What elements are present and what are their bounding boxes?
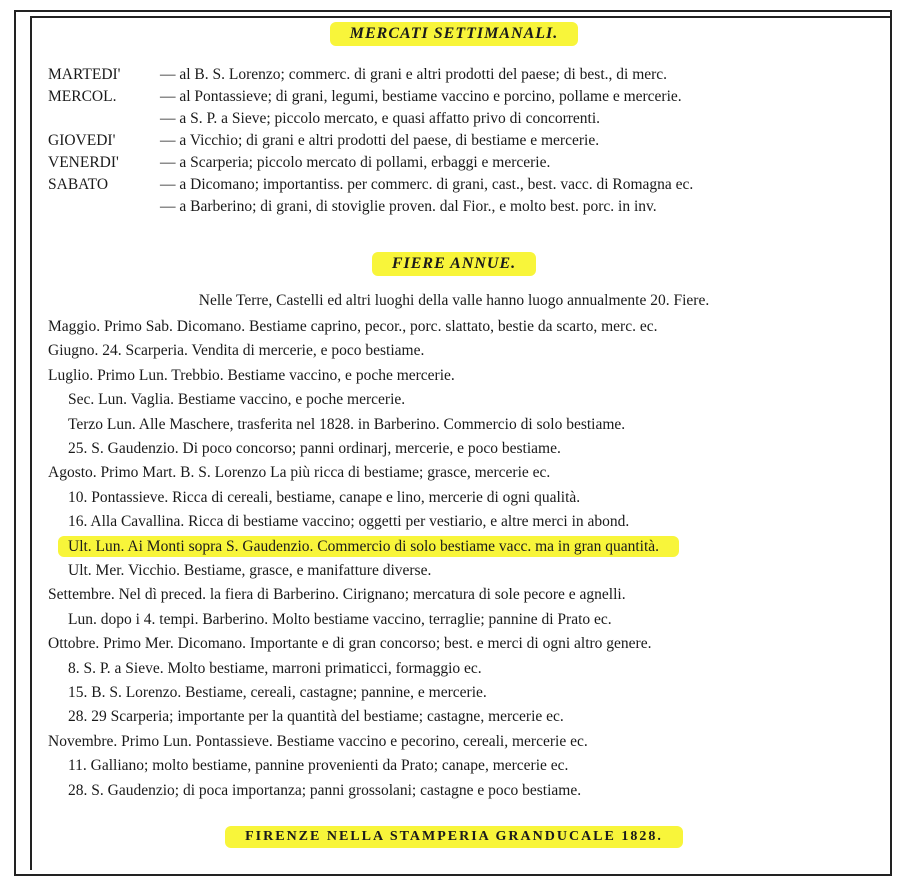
market-day: VENERDI' (48, 154, 119, 171)
fair-row (68, 513, 629, 535)
market-text: — a Dicomano; importantiss. per commerc. di grani, cast., best. vacc. di Romagna ec. (160, 176, 694, 193)
market-day: SABATO (48, 176, 109, 193)
market-row (0, 154, 908, 176)
fair-row (48, 586, 626, 608)
fair-text: 16. Alla Cavallina. Ricca di bestiame vaccino; oggetti per vestiario, e altre merci in abond. (68, 513, 630, 531)
fair-row (48, 318, 658, 340)
fair-text: Novembre. Primo Lun. Pontassieve. Bestiame vaccino e pecorino, cereali, mercerie ec. (48, 732, 588, 750)
fair-text: 10. Pontassieve. Ricca di cereali, bestiame, canape e lino, mercerie di ogni qualità. (68, 488, 581, 506)
fiere-intro: Nelle Terre, Castelli ed altri luoghi della valle hanno luogo annualmente 20. Fiere. (198, 292, 710, 309)
footer-imprint-text: FIRENZE NELLA STAMPERIA GRANDUCALE 1828. (225, 826, 683, 848)
market-day: MERCOL. (48, 88, 117, 105)
fair-text: 11. Galliano; molto bestiame, pannine provenienti da Prato; canape, mercerie ec. (68, 757, 569, 775)
market-row (0, 198, 908, 220)
fair-row (48, 464, 550, 486)
fair-text: Maggio. Primo Sab. Dicomano. Bestiame caprino, pecor., porc. slattato, bestie da scarto, merc. ec. (48, 318, 658, 335)
fair-text: Settembre. Nel dì preced. la fiera di Barberino. Cirignano; mercatura di sole pecore e agnelli. (48, 586, 626, 604)
market-text: — a Barberino; di grani, di stoviglie proven. dal Fior., e molto best. porc. in inv. (160, 198, 657, 215)
market-row (0, 176, 908, 198)
fair-text: Ottobre. Primo Mer. Dicomano. Importante e di gran concorso; best. e merci di ogni altro genere. (48, 635, 652, 653)
market-row (0, 110, 908, 132)
fair-text: Giugno. 24. Scarperia. Vendita di mercerie, e poco bestiame. (48, 342, 425, 360)
fair-text: Ult. Lun. Ai Monti sopra S. Gaudenzio. Commercio di solo bestiame vacc. ma in gran quantità. (58, 536, 679, 557)
fair-row (68, 782, 581, 804)
footer-imprint (0, 826, 908, 848)
fair-row (68, 416, 625, 438)
fair-text: 28. S. Gaudenzio; di poca importanza; panni grossolani; castagne e poco bestiame. (68, 781, 582, 799)
fair-text: 28. 29 Scarperia; importante per la quantità del bestiame; castagne, mercerie ec. (68, 708, 564, 726)
fair-row (68, 684, 487, 706)
fair-text: Lun. dopo i 4. tempi. Barberino. Molto bestiame vaccino, terraglie; pannine di Prato ec. (68, 610, 612, 628)
fair-row (48, 733, 588, 755)
fair-text: Luglio. Primo Lun. Trebbio. Bestiame vaccino, e poche mercerie. (48, 366, 455, 384)
fair-row (48, 342, 424, 364)
fair-row (68, 611, 612, 633)
market-row (0, 88, 908, 110)
market-text: — al Pontassieve; di grani, legumi, bestiame vaccino e porcino, pollame e mercerie. (160, 88, 682, 105)
fiere-heading-text: FIERE ANNUE. (372, 252, 536, 276)
mercati-heading-text: MERCATI SETTIMANALI. (330, 22, 579, 46)
fair-row (68, 440, 561, 462)
market-text: — a Scarperia; piccolo mercato di pollami, erbaggi e mercerie. (160, 154, 551, 171)
fair-row (68, 538, 679, 560)
market-row (0, 66, 908, 88)
fair-row (68, 757, 568, 779)
fair-text: 8. S. P. a Sieve. Molto bestiame, marroni primaticci, formaggio ec. (68, 659, 482, 677)
fair-text: Ult. Mer. Vicchio. Bestiame, grasce, e manifatture diverse. (68, 562, 432, 579)
fair-row (48, 635, 651, 657)
fair-row (68, 562, 431, 584)
market-day: GIOVEDI' (48, 132, 116, 149)
fair-row (68, 391, 405, 413)
fair-text: Terzo Lun. Alle Maschere, trasferita nel 1828. in Barberino. Commercio di solo bestiame. (68, 415, 626, 433)
fair-text: Agosto. Primo Mart. B. S. Lorenzo La più ricca di bestiame; grasce, mercerie ec. (48, 464, 551, 482)
fair-text: 25. S. Gaudenzio. Di poco concorso; panni ordinarj, mercerie, e poco bestiame. (68, 440, 561, 457)
fair-text: Sec. Lun. Vaglia. Bestiame vaccino, e poche mercerie. (68, 391, 406, 409)
market-text: — a S. P. a Sieve; piccolo mercato, e quasi affatto privo di concorrenti. (160, 110, 601, 127)
mercati-heading (0, 22, 908, 46)
market-row (0, 132, 908, 154)
market-text: — a Vicchio; di grani e altri prodotti del paese, di bestiame e mercerie. (160, 132, 600, 149)
fiere-heading (0, 252, 908, 276)
market-text: — al B. S. Lorenzo; commerc. di grani e altri prodotti del paese; di best., di merc. (160, 66, 668, 83)
fair-row (68, 708, 564, 730)
fair-row (68, 489, 580, 511)
fair-row (68, 660, 482, 682)
fair-row (48, 367, 455, 389)
market-day: MARTEDI' (48, 66, 121, 83)
fair-text: 15. B. S. Lorenzo. Bestiame, cereali, castagne; pannine, e mercerie. (68, 684, 487, 701)
